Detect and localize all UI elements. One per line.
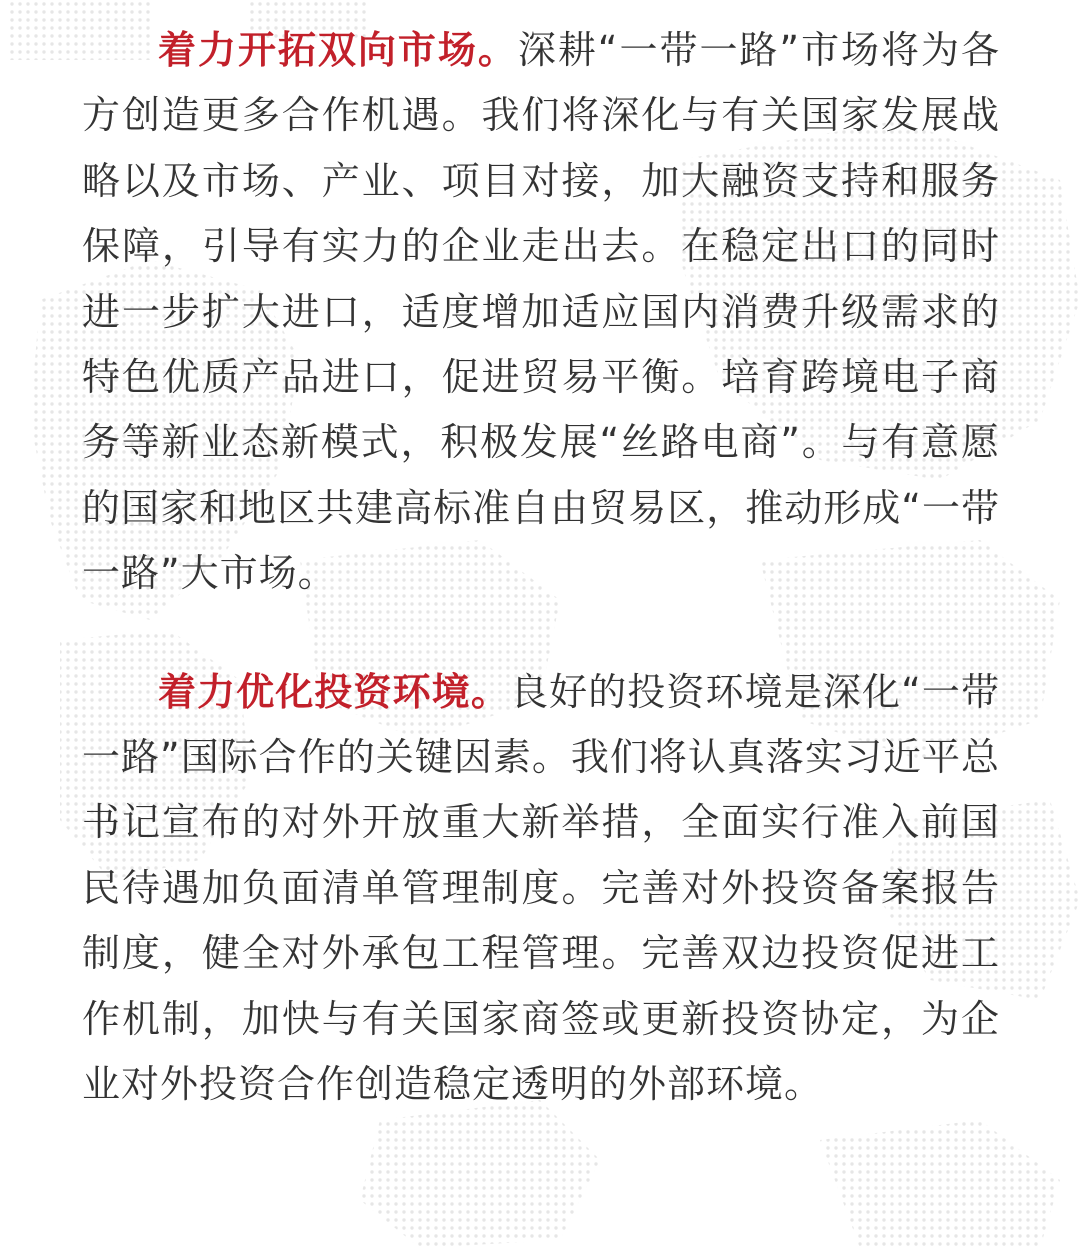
article-content — [82, 18, 1000, 1118]
paragraph-investment-environment — [82, 660, 1000, 1118]
paragraph-body: 深耕“一带一路”市场将为各方创造更多合作机遇。我们将深化与有关国家发展战略以及市场、产业、项目对接，加大融资支持和服务保障，引导有实力的企业走出去。在稳定出口的同时进一步扩大进口，适度增加适应国内消费升级需求的特色优质产品进口，促进贸易平衡。培育跨境电子商务等新业态新模式，积极发展“丝路电商”。与有意愿的国家和地区共建高标准自由贸易区，推动形成“一带一路”大市场。 — [82, 28, 1000, 596]
paragraph-heading: 着力开拓双向市场。 — [158, 28, 518, 72]
paragraph-two-way-market — [82, 18, 1000, 607]
paragraph-heading: 着力优化投资环境。 — [158, 669, 510, 714]
paragraph-body: 良好的投资环境是深化“一带一路”国际合作的关键因素。我们将认真落实习近平总书记宣布的对外开放重大新举措，全面实行准入前国民待遇加负面清单管理制度。完善对外投资备案报告制度，健全对外承包工程管理。完善双边投资促进工作机制，加快与有关国家商签或更新投资协定，为企业对外投资合作创造稳定透明的外部环境。 — [82, 669, 1000, 1107]
